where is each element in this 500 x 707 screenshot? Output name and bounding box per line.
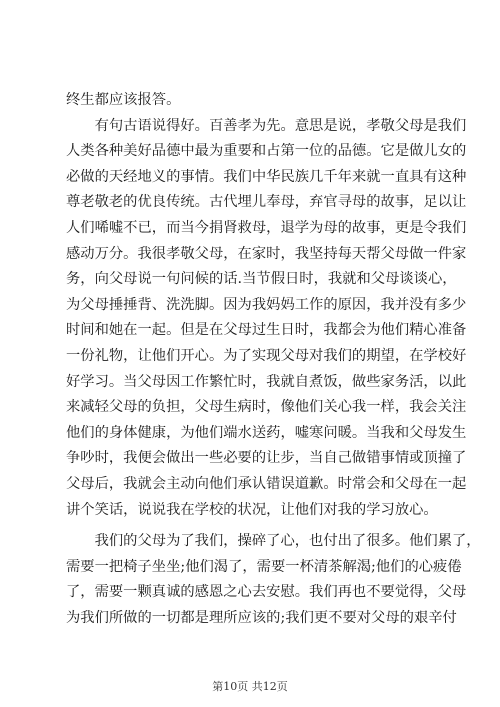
text-line: 时间和她在一起。但是在父母过生日时，我都会为他们精心准备 — [66, 322, 467, 339]
text-line: 为父母捶捶背、洗洗脚。因为我妈妈工作的原因，我并没有多少 — [66, 296, 467, 313]
text-line: 父母后，我就会主动向他们承认错误道歉。时常会和父母在一起 — [66, 475, 467, 492]
text-line: 必做的天经地义的事情。我们中华民族几千年来就一直具有这种 — [66, 168, 467, 185]
text-line: 讲个笑话，说说我在学校的状况，让他们对我的学习放心。 — [66, 501, 438, 518]
text-line: 争吵时，我便会做出一些必要的让步，当自己做错事情或顶撞了 — [66, 450, 467, 467]
text-line: 我们的父母为了我们，操碎了心，也付出了很多。他们累了， — [66, 533, 481, 550]
text-line: 务，向父母说一句问候的话.当节假日时，我就和父母谈谈心， — [66, 271, 457, 288]
text-line: 终生都应该报答。 — [66, 92, 181, 108]
text-line: 感动万分。我很孝敬父母，在家时，我坚持每天帮父母做一件家 — [66, 245, 467, 262]
document-body — [66, 88, 481, 631]
text-line: 需要一把椅子坐坐;他们渴了，需要一杯清茶解渴;他们的心疲倦 — [66, 558, 462, 575]
text-line: 来减轻父母的负担，父母生病时，像他们关心我一样，我会关注 — [66, 399, 467, 416]
text-line: 有句古语说得好。百善孝为先。意思是说，孝敬父母是我们 — [66, 117, 467, 134]
text-line: 他们的身体健康，为他们端水送药，嘘寒问暖。当我和父母发生 — [66, 424, 467, 441]
text-line: 人类各种美好品德中最为重要和占第一位的品德。它是做儿女的 — [66, 143, 467, 160]
text-line: 一份礼物，让他们开心。为了实现父母对我们的期望，在学校好 — [66, 347, 467, 364]
text-line: 好学习。当父母因工作繁忙时，我就自煮饭，做些家务活，以此 — [66, 373, 467, 390]
text-line: 尊老敬老的优良传统。古代埋儿奉母，弃官寻母的故事，足以让 — [66, 194, 467, 211]
text-line: 了，需要一颗真诚的感恩之心去安慰。我们再也不要觉得，父母 — [66, 584, 467, 601]
text-line: 人们唏嘘不已，而当今捐肾救母，退学为母的故事，更是令我们 — [66, 219, 467, 236]
text-line: 为我们所做的一切都是理所应该的;我们更不要对父母的艰辛付 — [66, 609, 457, 626]
page-footer: 第10页 共12页 — [212, 680, 288, 693]
